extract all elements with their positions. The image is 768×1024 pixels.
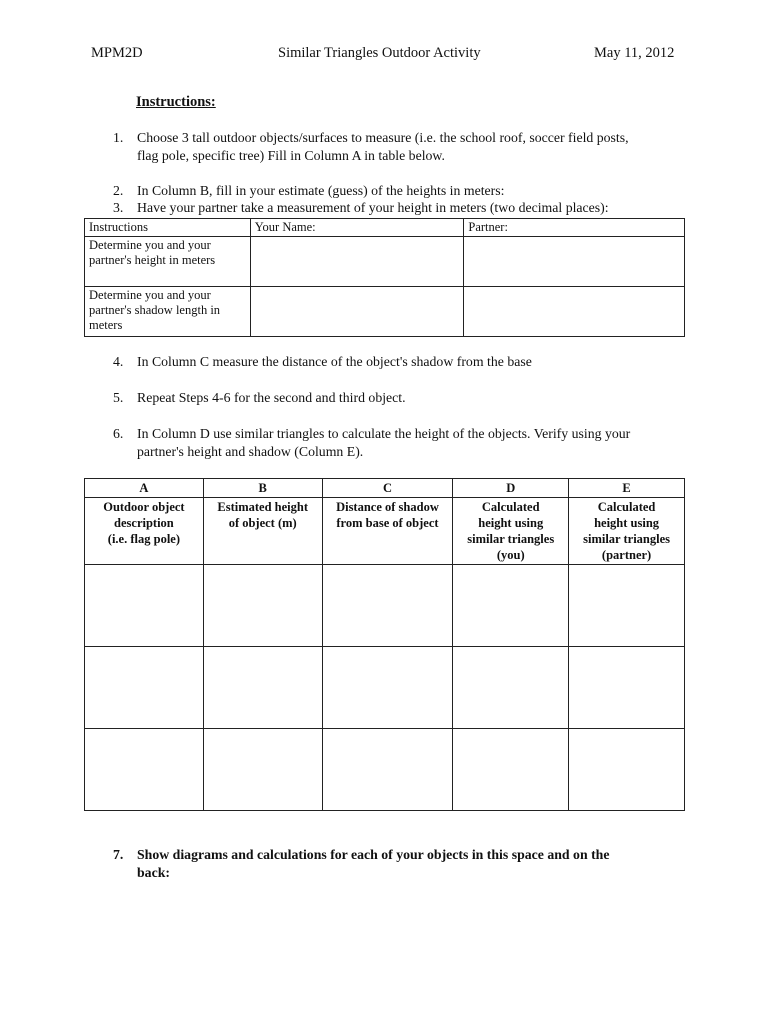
step-6 xyxy=(113,425,693,461)
calculated-height-you-cell[interactable] xyxy=(453,729,569,811)
object-measurement-table xyxy=(84,478,685,811)
step-text xyxy=(137,846,677,882)
cell-line: Determine you and your xyxy=(89,288,211,302)
column-header-d xyxy=(453,498,569,565)
instructions-heading: Instructions: xyxy=(136,94,216,110)
header-line: (partner) xyxy=(601,548,652,562)
header-line: Calculated xyxy=(597,500,656,514)
step-line: In Column D use similar triangles to calculate the height of the objects. Verify using your xyxy=(137,426,631,441)
course-code: MPM2D xyxy=(91,45,143,61)
step-number: 3. xyxy=(113,200,124,215)
table-row xyxy=(85,565,685,647)
step-line: Choose 3 tall outdoor objects/surfaces to measure (i.e. the school roof, soccer field posts, xyxy=(137,130,629,145)
step-line: In Column B, fill in your estimate (guess) of the heights in meters: xyxy=(137,183,505,198)
calculated-height-you-cell[interactable] xyxy=(453,565,569,647)
step-number: 2. xyxy=(113,183,124,198)
table-header-cell: Your Name: xyxy=(250,219,464,237)
header-line: Outdoor object xyxy=(103,500,185,514)
estimated-height-cell[interactable] xyxy=(203,647,322,729)
step-1 xyxy=(113,129,693,165)
table-row xyxy=(85,287,685,337)
column-header-a xyxy=(85,498,204,565)
header-line: from base of object xyxy=(336,516,439,530)
step-number: 7. xyxy=(113,847,124,862)
column-header-b xyxy=(203,498,322,565)
object-description-cell[interactable] xyxy=(85,729,204,811)
step-4 xyxy=(113,353,693,371)
object-description-cell[interactable] xyxy=(85,647,204,729)
column-letter-e: E xyxy=(569,479,685,498)
your-height-cell[interactable] xyxy=(250,237,464,287)
cell-line: partner's shadow length in xyxy=(89,303,221,317)
document-date: May 11, 2012 xyxy=(594,45,675,61)
estimated-height-cell[interactable] xyxy=(203,729,322,811)
table-header-cell: Partner: xyxy=(464,219,685,237)
cell-line: meters xyxy=(89,318,123,332)
calculated-height-you-cell[interactable] xyxy=(453,647,569,729)
shadow-distance-cell[interactable] xyxy=(322,647,453,729)
partner-shadow-cell[interactable] xyxy=(464,287,685,337)
your-shadow-cell[interactable] xyxy=(250,287,464,337)
row-instruction xyxy=(85,287,251,337)
header-line: similar triangles xyxy=(467,532,555,546)
header-line: height using xyxy=(594,516,660,530)
header-line: of object (m) xyxy=(228,516,297,530)
table-header-cell: Instructions xyxy=(85,219,251,237)
cell-line: Determine you and your xyxy=(89,238,211,252)
object-description-cell[interactable] xyxy=(85,565,204,647)
table-row xyxy=(85,647,685,729)
shadow-distance-cell[interactable] xyxy=(322,565,453,647)
step-line: back: xyxy=(137,865,170,880)
row-instruction xyxy=(85,237,251,287)
step-line: In Column C measure the distance of the object's shadow from the base xyxy=(137,354,532,369)
step-line: Repeat Steps 4-6 for the second and third object. xyxy=(137,390,406,405)
step-3 xyxy=(113,199,693,217)
column-header-c xyxy=(322,498,453,565)
header-line: Estimated height xyxy=(217,500,309,514)
step-line: Show diagrams and calculations for each of your objects in this space and on the xyxy=(137,847,610,862)
header-line: similar triangles xyxy=(583,532,671,546)
calculated-height-partner-cell[interactable] xyxy=(569,565,685,647)
table-row xyxy=(85,237,685,287)
header-line: Calculated xyxy=(481,500,540,514)
header-line: Distance of shadow xyxy=(336,500,439,514)
partner-height-cell[interactable] xyxy=(464,237,685,287)
calculated-height-partner-cell[interactable] xyxy=(569,647,685,729)
step-5 xyxy=(113,389,693,407)
column-letter-c: C xyxy=(322,479,453,498)
table-row xyxy=(85,729,685,811)
step-line: Have your partner take a measurement of your height in meters (two decimal places): xyxy=(137,200,609,215)
step-number: 5. xyxy=(113,390,124,405)
height-measurement-table xyxy=(84,218,685,337)
step-2 xyxy=(113,182,693,200)
step-number: 4. xyxy=(113,354,124,369)
column-letter-b: B xyxy=(203,479,322,498)
step-line: partner's height and shadow (Column E). xyxy=(137,444,364,459)
header-line: (i.e. flag pole) xyxy=(107,532,181,546)
document-title: Similar Triangles Outdoor Activity xyxy=(278,45,481,61)
step-line: flag pole, specific tree) Fill in Column A in table below. xyxy=(137,148,445,163)
column-letter-a: A xyxy=(85,479,204,498)
step-text xyxy=(137,425,630,461)
header-line: (you) xyxy=(496,548,525,562)
estimated-height-cell[interactable] xyxy=(203,565,322,647)
cell-line: partner's height in meters xyxy=(89,253,216,267)
step-text xyxy=(137,129,629,165)
header-line: description xyxy=(114,516,174,530)
column-header-e xyxy=(569,498,685,565)
step-number: 1. xyxy=(113,130,124,145)
step-number: 6. xyxy=(113,426,124,441)
shadow-distance-cell[interactable] xyxy=(322,729,453,811)
column-letter-d: D xyxy=(453,479,569,498)
header-line: height using xyxy=(478,516,544,530)
calculated-height-partner-cell[interactable] xyxy=(569,729,685,811)
